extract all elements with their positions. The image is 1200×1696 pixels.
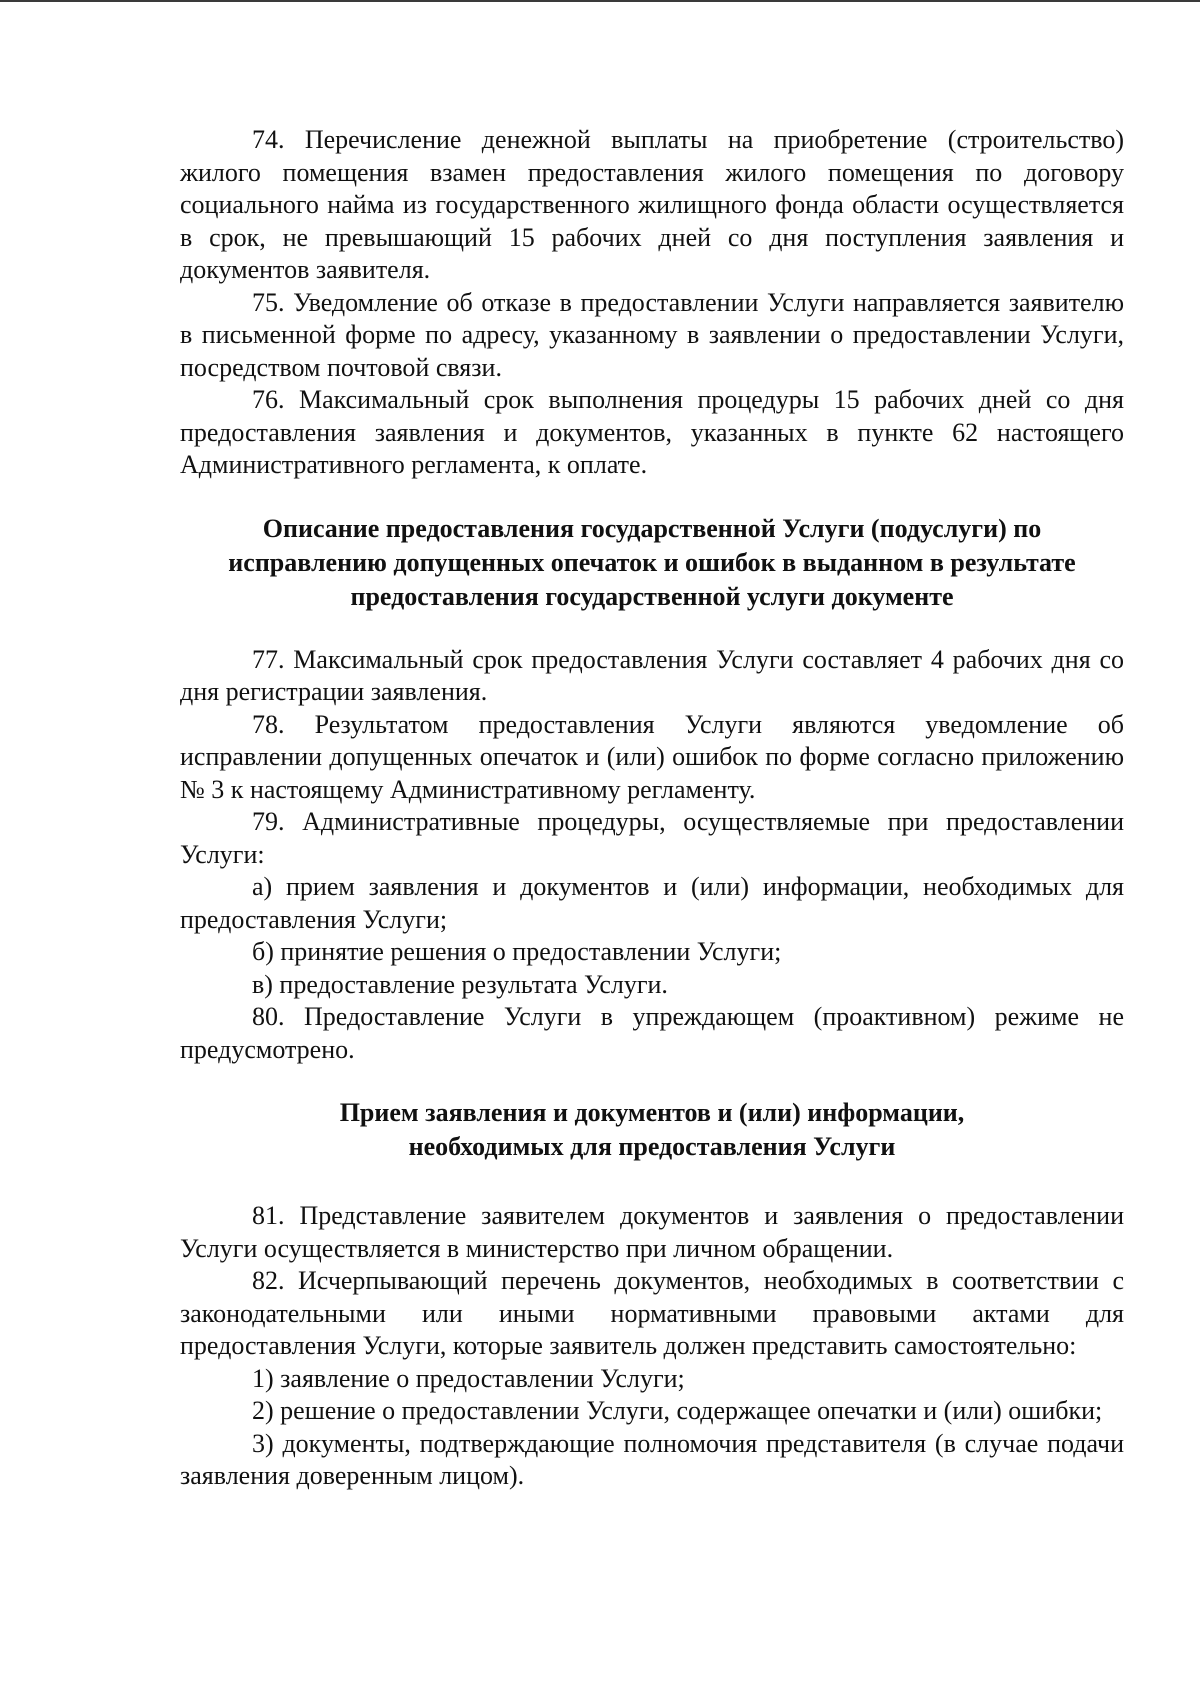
list-item-b: б) принятие решения о предоставлении Услуги; [252,937,782,966]
paragraph-76: 76. Максимальный срок выполнения процедуры 15 рабочих дней со дня предоставления заявления и документов, указанных в пункте 62 настоящего Административного регламента, к оплате. [180,385,1124,479]
heading-line: предоставления государственной услуги документе [350,581,954,611]
paragraph-75: 75. Уведомление об отказе в предоставлении Услуги направляется заявителю в письменной форме по адресу, указанному в заявлении о предоставлении Услуги, посредством почтовой связи. [180,287,1124,382]
list-item-3: 3) документы, подтверждающие полномочия представителя (в случае подачи заявления доверенным лицом). [180,1428,1124,1490]
spacer [180,482,1124,512]
list-item-2: 2) решение о предоставлении Услуги, содержащее опечатки и (или) ошибки; [252,1396,1103,1425]
paragraph-78: 78. Результатом предоставления Услуги являются уведомление об исправлении допущенных опечаток и (или) ошибок по форме согласно приложению № 3 к настоящему Административному регламенту. [180,709,1124,804]
heading-line: Прием заявления и документов и (или) информации, [339,1098,965,1127]
heading-line: необходимых для предоставления Услуги [408,1132,896,1161]
spacer [180,1066,1124,1096]
spacer [180,614,1124,644]
section-heading-corrections [180,512,1124,614]
document-body [180,124,1124,1493]
paragraph-81: 81. Представление заявителем документов и заявления о предоставлении Услуги осуществляется в министерство при личном обращении. [180,1201,1124,1263]
section-heading-reception [180,1096,1124,1164]
list-item-v: в) предоставление результата Услуги. [252,969,668,999]
heading-line: исправлению допущенных опечаток и ошибок в выданном в результате [228,547,1076,577]
paragraph-77: 77. Максимальный срок предоставления Услуги составляет 4 рабочих дня со дня регистрации заявления. [180,644,1124,706]
paragraph-80: 80. Предоставление Услуги в упреждающем (проактивном) режиме не предусмотрено. [180,1002,1124,1064]
paragraph-79: 79. Административные процедуры, осуществляемые при предоставлении Услуги: [180,807,1124,869]
list-item-a: а) прием заявления и документов и (или) информации, необходимых для предоставления Услуги; [180,872,1124,934]
spacer [180,1164,1124,1200]
paragraph-74: 74. Перечисление денежной выплаты на приобретение (строительство) жилого помещения взамен предоставления жилого помещения по договору социального найма из государственного жилищного фонда области осуществляется в срок, не превышающий 15 рабочих дней со дня поступления заявления и документов заявителя. [180,125,1124,284]
paragraph-82: 82. Исчерпывающий перечень документов, необходимых в соответствии с законодательными или иными нормативными правовыми актами для предоставления Услуги, которые заявитель должен представить самостоятельно: [180,1266,1124,1360]
heading-line: Описание предоставления государственной Услуги (подуслуги) по [262,513,1042,543]
list-item-1: 1) заявление о предоставлении Услуги; [252,1363,685,1393]
scan-top-edge [0,0,1200,2]
